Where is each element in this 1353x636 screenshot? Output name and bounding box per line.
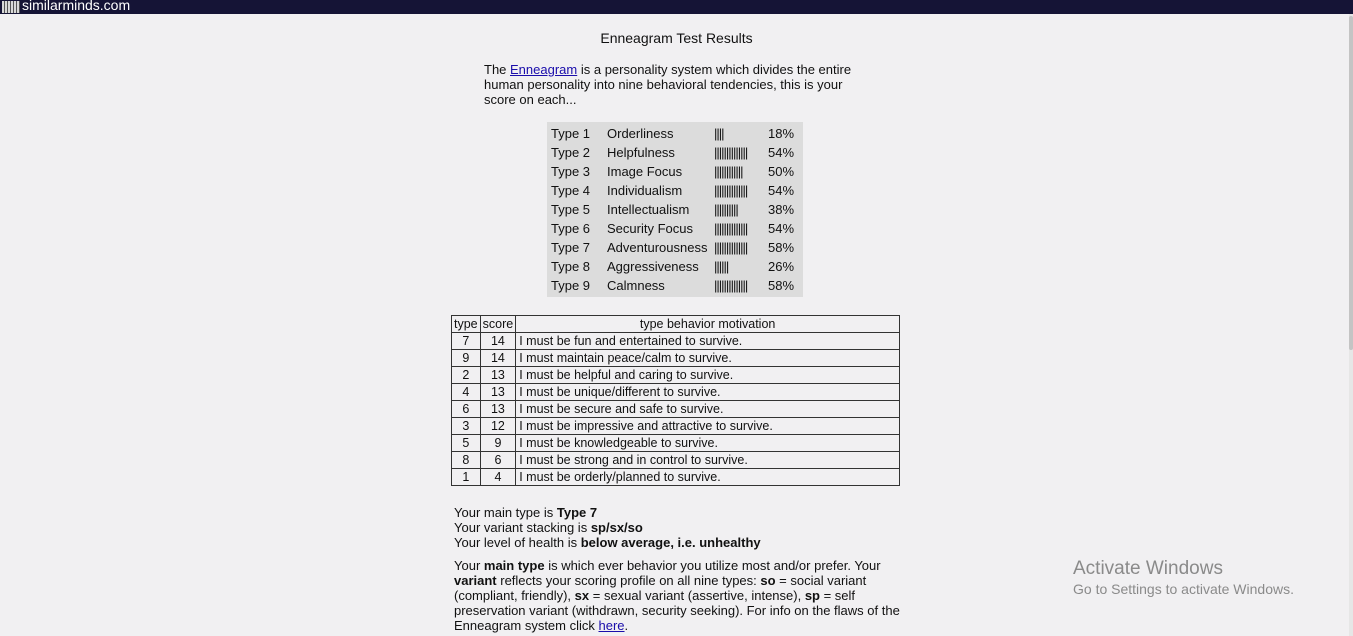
score-bar: |||||| <box>714 259 729 274</box>
watermark-subtitle: Go to Settings to activate Windows. <box>1073 581 1294 597</box>
score-type-label: Type 6 <box>551 221 591 236</box>
score-type-name: Image Focus <box>607 164 683 179</box>
score-percent: 58% <box>768 278 795 293</box>
health-value: below average, i.e. unhealthy <box>580 535 761 550</box>
explain-bold: variant <box>454 573 497 588</box>
browser-title-bar <box>0 0 1353 14</box>
score-bar: |||||||||||| <box>714 164 743 179</box>
variant-line <box>454 520 904 535</box>
score-type-name: Security Focus <box>607 221 693 236</box>
type-cell: 1 <box>452 469 481 486</box>
motivation-cell: I must be knowledgeable to survive. <box>516 435 900 452</box>
score-cell: 12 <box>480 418 516 435</box>
type-cell: 7 <box>452 333 481 350</box>
score-list <box>547 122 803 297</box>
column-header-type: type <box>452 316 481 333</box>
score-type-name: Aggressiveness <box>607 259 699 274</box>
score-percent: 18% <box>768 126 795 141</box>
site-favicon-icon <box>2 1 20 13</box>
explain-text: Your <box>454 558 484 573</box>
score-cell: 13 <box>480 367 516 384</box>
table-row <box>452 452 900 469</box>
score-percent: 50% <box>768 164 795 179</box>
score-row <box>547 277 803 296</box>
motivation-cell: I must maintain peace/calm to survive. <box>516 350 900 367</box>
table-row <box>452 418 900 435</box>
table-row <box>452 333 900 350</box>
score-percent: 58% <box>768 240 795 255</box>
explain-bold: sp <box>804 588 820 603</box>
table-header-row <box>452 316 900 333</box>
type-cell: 8 <box>452 452 481 469</box>
type-cell: 9 <box>452 350 481 367</box>
explain-bold: so <box>760 573 776 588</box>
score-type-label: Type 3 <box>551 164 591 179</box>
score-percent: 54% <box>768 145 795 160</box>
score-row <box>547 182 803 201</box>
main-type-label: Your main type is <box>454 505 557 520</box>
score-row <box>547 125 803 144</box>
score-cell: 14 <box>480 350 516 367</box>
motivation-table <box>451 315 900 486</box>
explain-text: . <box>624 618 629 633</box>
explain-text: = sexual variant (assertive, intense), <box>589 588 805 603</box>
windows-activation-watermark <box>1073 558 1294 598</box>
type-cell: 3 <box>452 418 481 435</box>
explain-text: is which ever behavior you utilize most and/or prefer. Your <box>544 558 881 573</box>
table-row <box>452 469 900 486</box>
score-type-label: Type 1 <box>551 126 591 141</box>
explain-bold: main type <box>483 558 545 573</box>
score-bar: |||| <box>714 126 724 141</box>
score-cell: 14 <box>480 333 516 350</box>
score-type-name: Orderliness <box>607 126 674 141</box>
score-type-name: Individualism <box>607 183 683 198</box>
variant-value: sp/sx/so <box>590 520 643 535</box>
motivation-cell: I must be unique/different to survive. <box>516 384 900 401</box>
variant-label: Your variant stacking is <box>454 520 591 535</box>
score-percent: 54% <box>768 183 795 198</box>
type-cell: 2 <box>452 367 481 384</box>
health-label: Your level of health is <box>454 535 581 550</box>
score-bar: |||||||||||||| <box>714 240 748 255</box>
score-row <box>547 220 803 239</box>
score-cell: 4 <box>480 469 516 486</box>
type-cell: 5 <box>452 435 481 452</box>
score-type-name: Helpfulness <box>607 145 675 160</box>
motivation-cell: I must be orderly/planned to survive. <box>516 469 900 486</box>
motivation-cell: I must be secure and safe to survive. <box>516 401 900 418</box>
score-cell: 13 <box>480 384 516 401</box>
score-type-label: Type 7 <box>551 240 591 255</box>
type-cell: 6 <box>452 401 481 418</box>
column-header-score: score <box>480 316 516 333</box>
explain-text: reflects your scoring profile on all nine types: <box>496 573 761 588</box>
score-bar: |||||||||||||| <box>714 221 748 236</box>
main-type-line <box>454 505 904 520</box>
motivation-cell: I must be strong and in control to survive. <box>516 452 900 469</box>
score-bar: |||||||||||||| <box>714 145 748 160</box>
score-type-label: Type 8 <box>551 259 591 274</box>
score-bar: |||||||||||||| <box>714 278 748 293</box>
score-type-name: Calmness <box>607 278 665 293</box>
table-row <box>452 350 900 367</box>
score-row <box>547 201 803 220</box>
score-bar: |||||||||||||| <box>714 183 748 198</box>
scrollbar-thumb[interactable] <box>1349 16 1353 350</box>
main-type-value: Type 7 <box>556 505 598 520</box>
score-type-label: Type 9 <box>551 278 591 293</box>
score-row <box>547 258 803 277</box>
explain-text: = self preservation variant (withdrawn, security seeking). For info on the flaws of the Enneagram system click <box>454 588 900 633</box>
explain-text: = social variant (compliant, friendly), <box>454 573 867 603</box>
watermark-title: Activate Windows <box>1073 558 1223 579</box>
score-type-label: Type 2 <box>551 145 591 160</box>
flaws-here-link[interactable]: here <box>598 618 625 633</box>
health-line <box>454 535 904 550</box>
table-row <box>452 367 900 384</box>
table-row <box>452 401 900 418</box>
score-percent: 54% <box>768 221 795 236</box>
score-cell: 9 <box>480 435 516 452</box>
motivation-cell: I must be helpful and caring to survive. <box>516 367 900 384</box>
score-type-name: Intellectualism <box>607 202 690 217</box>
score-row <box>547 239 803 258</box>
score-bar: |||||||||| <box>714 202 738 217</box>
motivation-cell: I must be impressive and attractive to survive. <box>516 418 900 435</box>
score-type-label: Type 5 <box>551 202 591 217</box>
score-percent: 26% <box>768 259 795 274</box>
page-title: Enneagram Test Results <box>600 30 753 46</box>
type-cell: 4 <box>452 384 481 401</box>
result-summary <box>454 505 904 550</box>
intro-text-before: The <box>484 62 511 77</box>
score-type-label: Type 4 <box>551 183 591 198</box>
table-row <box>452 435 900 452</box>
score-cell: 13 <box>480 401 516 418</box>
enneagram-link[interactable]: Enneagram <box>510 62 578 77</box>
score-cell: 6 <box>480 452 516 469</box>
score-row <box>547 144 803 163</box>
explain-bold: sx <box>574 588 590 603</box>
explanation-paragraph <box>454 558 902 633</box>
column-header-motivation: type behavior motivation <box>516 316 900 333</box>
score-percent: 38% <box>768 202 795 217</box>
intro-text-after: is a personality system which divides the entire human personality into nine behavioral tendencies, this is your score on each... <box>484 62 852 107</box>
site-name: similarminds.com <box>22 0 131 13</box>
intro-paragraph <box>484 62 874 107</box>
score-type-name: Adventurousness <box>607 240 708 255</box>
score-row <box>547 163 803 182</box>
motivation-cell: I must be fun and entertained to survive. <box>516 333 900 350</box>
table-row <box>452 384 900 401</box>
